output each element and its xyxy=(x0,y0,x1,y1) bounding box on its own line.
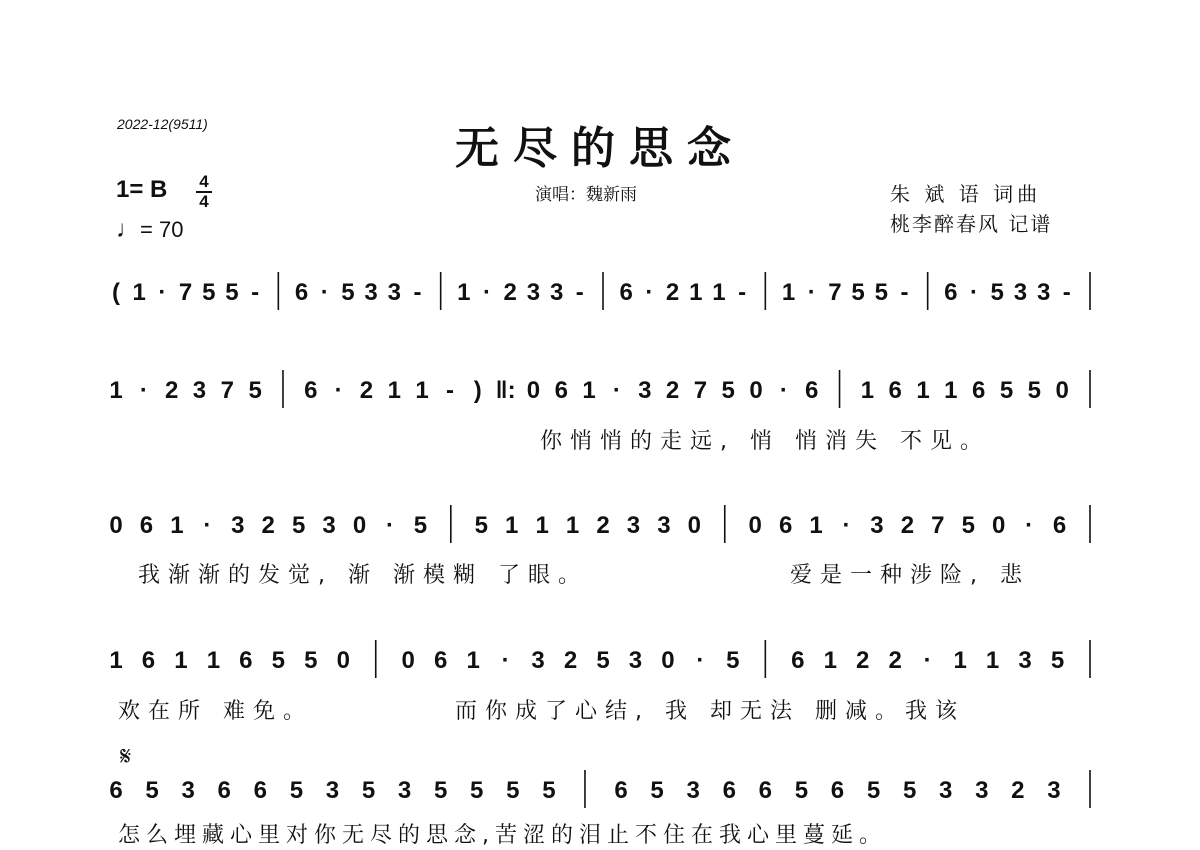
note-glyph: · xyxy=(203,512,212,539)
note-glyph: 5 xyxy=(999,377,1014,404)
note-glyph: · xyxy=(842,512,851,539)
note-glyph: 3 xyxy=(325,777,340,804)
note-glyph: 1 xyxy=(953,647,967,674)
note-glyph: 6 xyxy=(888,377,902,404)
note-glyph: · xyxy=(970,279,979,306)
note-glyph: 7 xyxy=(220,377,234,404)
note-glyph: ( xyxy=(112,279,120,306)
note-glyph: 5 xyxy=(413,512,428,539)
note-glyph: 6 xyxy=(619,279,633,306)
note-glyph: · xyxy=(923,647,932,674)
note-glyph: 1 xyxy=(505,512,519,539)
note-glyph: 5 xyxy=(289,777,304,804)
time-signature-top: 4 xyxy=(199,172,209,191)
note-glyph: 1 xyxy=(387,377,401,404)
note-glyph: 2 xyxy=(665,377,680,404)
note-glyph: · xyxy=(779,377,788,404)
note-glyph: ‖: xyxy=(495,377,516,404)
note-glyph: 0 xyxy=(352,512,367,539)
note-glyph: 0 xyxy=(748,512,762,539)
note-glyph: 5 xyxy=(851,279,865,306)
note-glyph: 3 xyxy=(1013,279,1028,306)
note-glyph: 3 xyxy=(192,377,207,404)
note-glyph: - xyxy=(575,279,584,306)
note-glyph: 2 xyxy=(900,512,915,539)
note-glyph: 5 xyxy=(248,377,262,404)
note-glyph: · xyxy=(612,377,621,404)
note-glyph: · xyxy=(158,279,167,306)
note-glyph: 2 xyxy=(503,279,517,306)
note-glyph: 5 xyxy=(291,512,306,539)
note-glyph: 6 xyxy=(758,777,773,804)
note-glyph: 1 xyxy=(132,279,146,306)
note-glyph: 6 xyxy=(944,279,958,306)
note-glyph: 6 xyxy=(253,777,267,804)
lyrics-row-5: 怎么埋藏心里对你无尽的思念,苦涩的泪止不住在我心里蔓延。 xyxy=(118,823,887,848)
note-glyph: 6 xyxy=(830,777,845,804)
note-glyph: · xyxy=(483,279,492,306)
tempo-value: = 70 xyxy=(140,217,184,242)
transcriber-credit: 桃李醉春风 记谱 xyxy=(890,212,1053,236)
note-glyph: · xyxy=(1025,512,1034,539)
note-glyph: 0 xyxy=(336,647,350,674)
note-glyph: 6 xyxy=(778,512,793,539)
note-glyph: 3 xyxy=(526,279,541,306)
note-glyph: 6 xyxy=(109,777,123,804)
note-glyph: 3 xyxy=(657,512,671,539)
note-glyph: 6 xyxy=(294,279,309,306)
note-glyph: 6 xyxy=(972,377,986,404)
note-glyph: 5 xyxy=(470,777,484,804)
lyrics-row-4b: 而你成了心结, 我 却无法 删减。我该 xyxy=(455,699,965,724)
note-glyph: 5 xyxy=(874,279,888,306)
note-glyph: · xyxy=(320,279,329,306)
note-glyph: 1 xyxy=(823,647,837,674)
note-glyph: 0 xyxy=(526,377,541,404)
note-glyph: 2 xyxy=(164,377,179,404)
note-glyph: 5 xyxy=(961,512,975,539)
note-glyph: 3 xyxy=(397,777,412,804)
note-glyph: 5 xyxy=(794,777,809,804)
note-glyph: 6 xyxy=(614,777,628,804)
note-glyph: 5 xyxy=(341,279,355,306)
note-glyph: - xyxy=(251,279,260,306)
note-glyph: 3 xyxy=(1018,647,1032,674)
note-glyph: 3 xyxy=(322,512,336,539)
segno-sign: 𝄋 xyxy=(120,742,132,772)
note-glyph: 1 xyxy=(985,647,1000,674)
note-glyph: 5 xyxy=(1027,377,1042,404)
note-glyph: 3 xyxy=(531,647,545,674)
note-glyph: 6 xyxy=(141,647,156,674)
note-glyph: · xyxy=(807,279,816,306)
note-glyph: 0 xyxy=(109,512,123,539)
note-glyph: 0 xyxy=(749,377,763,404)
note-glyph: 1 xyxy=(109,647,123,674)
note-glyph: 3 xyxy=(1047,777,1061,804)
note-glyph: 3 xyxy=(975,777,989,804)
note-glyph: 0 xyxy=(992,512,1006,539)
note-glyph: 3 xyxy=(638,377,652,404)
lyrics-row-3b: 爱是一种涉险, 悲 xyxy=(790,563,1030,588)
note-glyph: 3 xyxy=(364,279,378,306)
note-glyph: 1 xyxy=(415,377,429,404)
note-glyph: 1 xyxy=(809,512,823,539)
note-glyph: 3 xyxy=(1036,279,1051,306)
note-glyph: - xyxy=(445,377,454,404)
note-glyph: 5 xyxy=(271,647,286,674)
note-glyph: 7 xyxy=(828,279,842,306)
note-glyph: 5 xyxy=(506,777,520,804)
note-glyph: 1 xyxy=(582,377,596,404)
note-glyph: 2 xyxy=(596,512,610,539)
note-glyph: 5 xyxy=(1050,647,1065,674)
note-glyph: 2 xyxy=(563,647,578,674)
note-glyph: 1 xyxy=(944,377,958,404)
note-glyph: 0 xyxy=(661,647,675,674)
note-glyph: 1 xyxy=(457,279,471,306)
note-glyph: 7 xyxy=(693,377,708,404)
note-glyph: - xyxy=(738,279,747,306)
note-glyph: · xyxy=(696,647,705,674)
note-glyph: 6 xyxy=(722,777,736,804)
note-glyph: 5 xyxy=(304,647,318,674)
song-title: 无尽的思念 xyxy=(455,123,745,174)
note-glyph: 1 xyxy=(565,512,580,539)
note-glyph: 3 xyxy=(549,279,564,306)
note-glyph: 6 xyxy=(433,647,448,674)
note-glyph: - xyxy=(1062,279,1071,306)
note-glyph: 6 xyxy=(239,647,253,674)
note-glyph: 5 xyxy=(902,777,917,804)
note-glyph: 3 xyxy=(870,512,884,539)
note-glyph: 5 xyxy=(866,777,881,804)
quarter-note-icon: ♩ xyxy=(116,216,140,243)
note-glyph: - xyxy=(900,279,909,306)
note-glyph: · xyxy=(139,377,148,404)
note-glyph: 5 xyxy=(225,279,239,306)
note-glyph: 3 xyxy=(939,777,953,804)
note-glyph: · xyxy=(645,279,654,306)
note-glyph: 1 xyxy=(174,647,188,674)
note-glyph: 5 xyxy=(433,777,448,804)
note-glyph: 1 xyxy=(206,647,221,674)
note-glyph: 1 xyxy=(689,279,703,306)
note-glyph: 1 xyxy=(170,512,184,539)
note-glyph: 3 xyxy=(387,279,401,306)
note-glyph: · xyxy=(385,512,394,539)
note-glyph: 6 xyxy=(791,647,805,674)
note-glyph: 1 xyxy=(860,377,875,404)
note-glyph: 0 xyxy=(401,647,415,674)
note-glyph: ) xyxy=(473,377,482,404)
note-glyph: 2 xyxy=(888,647,902,674)
note-glyph: 2 xyxy=(1011,777,1025,804)
note-glyph: 1 xyxy=(916,377,930,404)
key-signature: 1= B xyxy=(116,176,168,203)
note-glyph: 5 xyxy=(721,377,735,404)
note-glyph: 7 xyxy=(178,279,193,306)
note-glyph: 6 xyxy=(139,512,154,539)
note-glyph: 2 xyxy=(359,377,374,404)
note-glyph: 7 xyxy=(931,512,945,539)
lyrics-row-4a: 欢在所 难免。 xyxy=(118,699,313,724)
singer-credit: 演唱：魏新雨 xyxy=(535,185,637,205)
note-glyph: 6 xyxy=(1052,512,1067,539)
note-glyph: 2 xyxy=(261,512,275,539)
note-glyph: · xyxy=(501,647,510,674)
note-glyph: 3 xyxy=(231,512,245,539)
note-glyph: 6 xyxy=(217,777,231,804)
time-signature-bottom: 4 xyxy=(199,192,209,211)
note-glyph: · xyxy=(334,377,343,404)
note-glyph: 0 xyxy=(1055,377,1069,404)
note-glyph: 1 xyxy=(535,512,549,539)
note-glyph: 3 xyxy=(686,777,700,804)
lyricist-composer-credit: 朱 斌 语 词曲 xyxy=(890,182,1042,206)
note-glyph: 6 xyxy=(554,377,568,404)
note-glyph: 5 xyxy=(361,777,376,804)
note-glyph: 5 xyxy=(542,777,556,804)
note-glyph: 1 xyxy=(109,377,123,404)
note-glyph: 3 xyxy=(181,777,195,804)
note-glyph: 5 xyxy=(650,777,664,804)
note-glyph: 0 xyxy=(687,512,701,539)
note-glyph: 2 xyxy=(665,279,680,306)
note-glyph: - xyxy=(413,279,422,306)
note-glyph: 5 xyxy=(145,777,159,804)
note-glyph: 5 xyxy=(202,279,216,306)
note-glyph: 5 xyxy=(990,279,1004,306)
note-glyph: 1 xyxy=(466,647,480,674)
note-glyph: 3 xyxy=(628,647,643,674)
note-glyph: 2 xyxy=(856,647,870,674)
note-glyph: 5 xyxy=(726,647,740,674)
note-glyph: 1 xyxy=(781,279,796,306)
note-glyph: 6 xyxy=(805,377,819,404)
note-glyph: 6 xyxy=(304,377,318,404)
note-glyph: 3 xyxy=(626,512,641,539)
lyrics-row-3a: 我渐渐的发觉, 渐 渐模糊 了眼。 xyxy=(138,563,588,588)
note-glyph: 5 xyxy=(596,647,610,674)
lyrics-row-2: 你悄悄的走远, 悄 悄消失 不见。 xyxy=(540,429,990,454)
score-code: 2022-12(9511) xyxy=(117,116,208,132)
note-glyph: 1 xyxy=(712,279,726,306)
note-glyph: 5 xyxy=(474,512,488,539)
